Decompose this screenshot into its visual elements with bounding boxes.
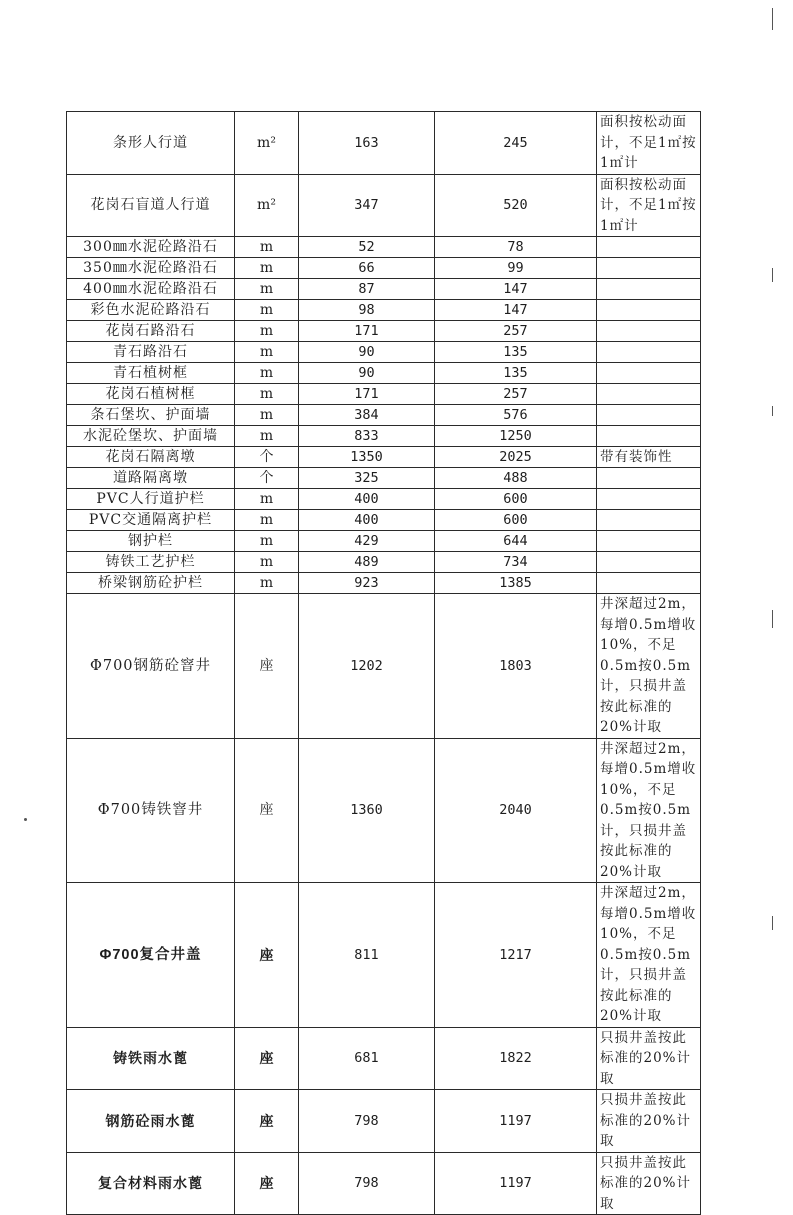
price-b-cell: 2025 xyxy=(435,447,597,468)
note-cell: 只损井盖按此标准的20%计取 xyxy=(597,1090,701,1153)
table-row xyxy=(67,738,701,883)
item-name-cell: 水泥砼堡坎、护面墙 xyxy=(67,426,235,447)
price-a-cell: 923 xyxy=(299,573,435,594)
unit-cell: 座 xyxy=(235,883,299,1028)
unit-cell: 座 xyxy=(235,738,299,883)
note-cell xyxy=(597,321,701,342)
unit-cell: 座 xyxy=(235,1090,299,1153)
unit-cell: m xyxy=(235,363,299,384)
price-a-cell: 811 xyxy=(299,883,435,1028)
unit-cell: m² xyxy=(235,174,299,237)
note-cell xyxy=(597,489,701,510)
note-cell xyxy=(597,426,701,447)
table-row xyxy=(67,489,701,510)
price-a-cell: 171 xyxy=(299,321,435,342)
price-a-cell: 429 xyxy=(299,531,435,552)
price-a-cell: 171 xyxy=(299,384,435,405)
item-name-cell: 道路隔离墩 xyxy=(67,468,235,489)
unit-cell: 座 xyxy=(235,594,299,739)
table-row xyxy=(67,510,701,531)
unit-cell: m xyxy=(235,489,299,510)
unit-cell: 座 xyxy=(235,1027,299,1090)
note-cell xyxy=(597,363,701,384)
item-name-cell: 花岗石路沿石 xyxy=(67,321,235,342)
table-row xyxy=(67,363,701,384)
price-a-cell: 681 xyxy=(299,1027,435,1090)
price-b-cell: 1822 xyxy=(435,1027,597,1090)
table-row xyxy=(67,883,701,1028)
price-b-cell: 1250 xyxy=(435,426,597,447)
price-b-cell: 1385 xyxy=(435,573,597,594)
item-name-cell: 铸铁工艺护栏 xyxy=(67,552,235,573)
price-b-cell: 488 xyxy=(435,468,597,489)
price-b-cell: 644 xyxy=(435,531,597,552)
price-a-cell: 489 xyxy=(299,552,435,573)
price-a-cell: 347 xyxy=(299,174,435,237)
note-cell: 面积按松动面计，不足1㎡按1㎡计 xyxy=(597,174,701,237)
note-cell: 只损井盖按此标准的20%计取 xyxy=(597,1027,701,1090)
item-name-cell: 400㎜水泥砼路沿石 xyxy=(67,279,235,300)
unit-cell: m xyxy=(235,405,299,426)
unit-cell: m xyxy=(235,279,299,300)
note-cell xyxy=(597,573,701,594)
item-name-cell: 彩色水泥砼路沿石 xyxy=(67,300,235,321)
note-cell xyxy=(597,531,701,552)
table-row xyxy=(67,279,701,300)
price-b-cell: 1803 xyxy=(435,594,597,739)
item-name-cell: Φ700铸铁窨井 xyxy=(67,738,235,883)
price-a-cell: 1350 xyxy=(299,447,435,468)
note-cell: 只损井盖按此标准的20%计取 xyxy=(597,1152,701,1215)
price-a-cell: 384 xyxy=(299,405,435,426)
price-a-cell: 400 xyxy=(299,489,435,510)
price-b-cell: 520 xyxy=(435,174,597,237)
price-a-cell: 98 xyxy=(299,300,435,321)
table-row xyxy=(67,594,701,739)
item-name-cell: 花岗石植树框 xyxy=(67,384,235,405)
note-cell xyxy=(597,552,701,573)
table-row xyxy=(67,1152,701,1215)
unit-cell: m xyxy=(235,342,299,363)
note-cell xyxy=(597,342,701,363)
note-cell: 井深超过2m，每增0.5m增收10%，不足0.5m按0.5m计，只损井盖按此标准的20%计取 xyxy=(597,883,701,1028)
note-cell: 井深超过2m，每增0.5m增收10%，不足0.5m按0.5m计，只损井盖按此标准的20%计取 xyxy=(597,738,701,883)
table-row xyxy=(67,342,701,363)
scan-mark xyxy=(772,268,773,282)
price-a-cell: 325 xyxy=(299,468,435,489)
item-name-cell: Φ700钢筋砼窨井 xyxy=(67,594,235,739)
note-cell xyxy=(597,300,701,321)
table-row xyxy=(67,1027,701,1090)
price-a-cell: 66 xyxy=(299,258,435,279)
table-row xyxy=(67,531,701,552)
unit-cell: m xyxy=(235,531,299,552)
scan-mark xyxy=(24,818,27,821)
item-name-cell: PVC人行道护栏 xyxy=(67,489,235,510)
item-name-cell: 300㎜水泥砼路沿石 xyxy=(67,237,235,258)
note-cell: 带有装饰性 xyxy=(597,447,701,468)
price-b-cell: 734 xyxy=(435,552,597,573)
price-a-cell: 798 xyxy=(299,1090,435,1153)
price-a-cell: 1360 xyxy=(299,738,435,883)
price-b-cell: 2040 xyxy=(435,738,597,883)
note-cell xyxy=(597,405,701,426)
price-a-cell: 798 xyxy=(299,1152,435,1215)
unit-cell: m xyxy=(235,426,299,447)
item-name-cell: Φ700复合井盖 xyxy=(67,883,235,1028)
note-cell xyxy=(597,237,701,258)
price-a-cell: 87 xyxy=(299,279,435,300)
note-cell xyxy=(597,510,701,531)
note-cell xyxy=(597,468,701,489)
unit-cell: m xyxy=(235,510,299,531)
unit-cell: 个 xyxy=(235,468,299,489)
scan-mark xyxy=(772,8,773,30)
price-b-cell: 147 xyxy=(435,279,597,300)
table-body xyxy=(67,112,701,1215)
table-row xyxy=(67,573,701,594)
item-name-cell: 钢护栏 xyxy=(67,531,235,552)
unit-cell: m xyxy=(235,300,299,321)
table-row xyxy=(67,321,701,342)
price-b-cell: 1197 xyxy=(435,1090,597,1153)
unit-cell: m xyxy=(235,237,299,258)
table-row xyxy=(67,112,701,175)
price-b-cell: 600 xyxy=(435,510,597,531)
note-cell xyxy=(597,384,701,405)
table-row xyxy=(67,237,701,258)
unit-cell: 个 xyxy=(235,447,299,468)
price-b-cell: 135 xyxy=(435,342,597,363)
scan-mark xyxy=(772,406,773,416)
price-b-cell: 576 xyxy=(435,405,597,426)
item-name-cell: 青石植树框 xyxy=(67,363,235,384)
item-name-cell: 桥梁钢筋砼护栏 xyxy=(67,573,235,594)
price-b-cell: 99 xyxy=(435,258,597,279)
price-a-cell: 52 xyxy=(299,237,435,258)
item-name-cell: 铸铁雨水蓖 xyxy=(67,1027,235,1090)
price-a-cell: 833 xyxy=(299,426,435,447)
unit-cell: m xyxy=(235,552,299,573)
price-b-cell: 1197 xyxy=(435,1152,597,1215)
item-name-cell: 青石路沿石 xyxy=(67,342,235,363)
item-name-cell: PVC交通隔离护栏 xyxy=(67,510,235,531)
table-row xyxy=(67,426,701,447)
price-b-cell: 257 xyxy=(435,321,597,342)
price-b-cell: 257 xyxy=(435,384,597,405)
price-b-cell: 147 xyxy=(435,300,597,321)
price-a-cell: 400 xyxy=(299,510,435,531)
table-row xyxy=(67,447,701,468)
note-cell: 井深超过2m，每增0.5m增收10%，不足0.5m按0.5m计，只损井盖按此标准的20%计取 xyxy=(597,594,701,739)
unit-cell: m xyxy=(235,258,299,279)
price-b-cell: 245 xyxy=(435,112,597,175)
item-name-cell: 条形人行道 xyxy=(67,112,235,175)
table-row xyxy=(67,258,701,279)
price-b-cell: 1217 xyxy=(435,883,597,1028)
note-cell xyxy=(597,279,701,300)
unit-cell: m xyxy=(235,573,299,594)
table-row xyxy=(67,384,701,405)
item-name-cell: 钢筋砼雨水蓖 xyxy=(67,1090,235,1153)
unit-cell: m² xyxy=(235,112,299,175)
price-a-cell: 163 xyxy=(299,112,435,175)
scan-mark xyxy=(772,916,773,930)
price-a-cell: 1202 xyxy=(299,594,435,739)
price-a-cell: 90 xyxy=(299,363,435,384)
note-cell xyxy=(597,258,701,279)
item-name-cell: 花岗石隔离墩 xyxy=(67,447,235,468)
price-b-cell: 78 xyxy=(435,237,597,258)
table-row xyxy=(67,300,701,321)
item-name-cell: 复合材料雨水蓖 xyxy=(67,1152,235,1215)
item-name-cell: 350㎜水泥砼路沿石 xyxy=(67,258,235,279)
price-a-cell: 90 xyxy=(299,342,435,363)
table-row xyxy=(67,174,701,237)
price-b-cell: 600 xyxy=(435,489,597,510)
item-name-cell: 花岗石盲道人行道 xyxy=(67,174,235,237)
table-row xyxy=(67,405,701,426)
fee-standard-table xyxy=(66,111,701,1215)
unit-cell: 座 xyxy=(235,1152,299,1215)
unit-cell: m xyxy=(235,321,299,342)
note-cell: 面积按松动面计，不足1㎡按1㎡计 xyxy=(597,112,701,175)
table-row xyxy=(67,552,701,573)
unit-cell: m xyxy=(235,384,299,405)
table-row xyxy=(67,468,701,489)
item-name-cell: 条石堡坎、护面墙 xyxy=(67,405,235,426)
scan-mark xyxy=(772,610,773,628)
price-b-cell: 135 xyxy=(435,363,597,384)
